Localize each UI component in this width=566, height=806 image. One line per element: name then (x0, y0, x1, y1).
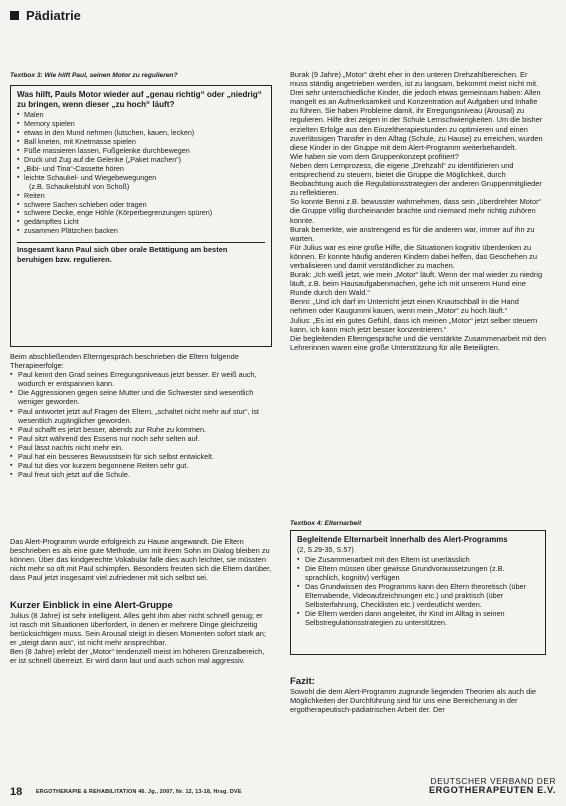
textbox-caption: Textbox 3: Wie hilft Paul, seinen Motor zu regulieren? (10, 72, 178, 79)
paragraph: Die begleitenden Elterngespräche und die verstärkte Zusammenarbeit mit den Lehrerinnen waren eine große Unterstützung für alle Beteiligten. (290, 333, 546, 352)
section-heading: Kurzer Einblick in eine Alert-Gruppe (10, 600, 173, 611)
paragraph: Burak bemerkte, wie anstrengend es für die anderen war, immer auf ihn zu warten. (290, 224, 535, 243)
parent-work-list (297, 555, 539, 628)
textbox-title: Was hilft, Pauls Motor wieder auf „genau richtig“ oder „niedrig“ zu bringen, wenn dieser „zu hoch“ läuft? (17, 90, 262, 109)
paragraph: Für Julius war es eine große Hilfe, die Situationen kognitiv überdenken zu können. Er konnte häufig anderen Kindern dabei helfen, das Geschehen zu verbalisieren und damit verständlicher zu machen. (290, 242, 537, 270)
textbox-caption: Textbox 4: Elternarbeit (290, 520, 362, 527)
list-item: ▪ schwere Decke, enge Höhle (Körperbegrenzungen spüren) (17, 209, 265, 218)
list-item: ▪ Die Zusammenarbeit mit den Eltern ist unerlässlich (297, 555, 539, 564)
section-title: Pädiatrie (26, 8, 81, 23)
list-item: ▪ gedämpftes Licht (17, 218, 265, 227)
paragraph: Burak: „Ich weiß jetzt, wie mein „Motor“ läuft. Wenn der mal wieder zu niedrig läuft, z.B. beim Hausaufgabenmachen, gehe ich mit unserem Hund eine Runde durch den Wald.“ (290, 270, 543, 298)
textbox-regulation (10, 85, 272, 347)
publisher-line-1: DEUTSCHER VERBAND DER (430, 776, 556, 786)
list-item: ▪ Paul tut dies vor kurzem begonnene Reiten sehr gut. (10, 461, 272, 470)
list-item: ▪ Druck und Zug auf die Gelenke („Paket machen“) (17, 156, 265, 165)
list-item: ▪ Malen (17, 111, 265, 120)
paragraph: Wie haben sie vom dem Gruppenkonzept profitiert? (290, 151, 459, 161)
page-number: 18 (10, 786, 23, 798)
list-item: ▪ Ball kneten, mit Knetmasse spielen (17, 138, 265, 147)
list-item: ▪ leichte Schaukel- und Wiegebewegungen (17, 174, 265, 183)
textbox-title: Begleitende Elternarbeit innerhalb des Alert-Programms (297, 535, 508, 544)
paragraph: Sowohl die dem Alert-Programm zugrunde liegenden Theorien als auch die Möglichkeiten der Durchführung sind für uns eine Bereicherung in der ergotherapeutisch-pädiatrischen Arbeit der. Der (290, 687, 536, 715)
list-item: ▪ Das Grundwissen des Programms kann den Eltern theoretisch (über Elternabende, Videoaufzeichnungen etc.) und praktisch (über Selbsterfahrung, Checklisten etc.) verdeutlicht werden. (297, 582, 539, 609)
section-header (10, 8, 81, 23)
regulation-list (17, 111, 265, 236)
section-heading: Fazit: (290, 676, 315, 687)
list-item: ▪ Die Eltern werden dann angeleitet, ihr Kind im Alltag in seinen Selbstregulationsstrategien zu unterstützen. (297, 609, 539, 627)
paragraph: Das Alert-Programm wurde erfolgreich zu Hause angewandt. Die Eltern beschrieben es als eine gute Methode, um mit ihrem Sohn im Dialog bleiben zu können. Über das kindgerechte Vokabular falle dies auch leichter, sie müssten nicht mehr so oft mit Paul schimpfen. Besonders freuten sich die Eltern darüber, dass Paul jetzt insgesamt viel zufriedener mit sich selbst sei. (10, 537, 272, 583)
list-item: ▪ Paul lässt nachts nicht mehr ein. (10, 443, 272, 452)
paragraph: So konnte Benni z.B. bewusster wahrnehmen, dass sein „überdrehter Motor“ die Gruppe völlig durcheinander brachte und niemand mehr richtig zuhören konnte. (290, 197, 542, 225)
list-item: ▪ Paul freut sich jetzt auf die Schule. (10, 470, 272, 479)
list-item: ▪ Die Eltern müssen über gewisse Grundvoraussetzungen (z.B. sprachlich, kognitiv) verfügen (297, 564, 539, 582)
list-item: ▪ schwere Sachen schieben oder tragen (17, 201, 265, 210)
paragraph: Julius: „Es ist ein gutes Gefühl, dass ich meinen „Motor“ jetzt selber steuern kann, ich kann mich jetzt besser konzentrieren.“ (290, 315, 538, 334)
therapy-results-list (10, 370, 272, 479)
list-item: ▪ Paul antwortet jetzt auf Fragen der Eltern, „schaltet nicht mehr auf stur“, ist wesentlich zugänglicher geworden. (10, 407, 272, 425)
publisher-line-2: ERGOTHERAPEUTEN E.V. (428, 785, 556, 795)
list-item: ▪ zusammen Plätzchen backen (17, 227, 265, 236)
paragraph: Benni: „Und ich darf im Unterricht jetzt einen Knautschball in die Hand nehmen oder Kaugummi kauen, wenn mein „Motor“ zu hoch läuft.“ (290, 297, 519, 316)
list-item: ▪ Die Aggressionen gegen seine Mutter und die Schwester sind wesentlich weniger geworden. (10, 388, 272, 406)
left-column-text (10, 352, 272, 479)
list-item: ▪ Reiten (17, 192, 265, 201)
paragraph: Julius (8 Jahre) ist sehr intelligent. Alles geht ihm aber nicht schnell genug; er ist rasch mit Situationen überfordert, in denen er mehrere Dinge gleichzeitig berücksichtigen muss. Sein Arousal steigt in diesen Momenten sofort stark an; er „steigt dann aus“, ist nicht mehr ansprechbar. (10, 611, 266, 648)
list-item: ▪ Paul schafft es jetzt besser, abends zur Ruhe zu kommen. (10, 425, 272, 434)
list-item: ▪ etwas in den Mund nehmen (lutschen, kauen, lecken) (17, 129, 265, 138)
list-item: ▪ Paul kennt den Grad seines Erregungsniveaus jetzt besser. Er weiß auch, wodurch er entspannen kann. (10, 370, 272, 388)
conclusion-section (290, 676, 546, 714)
list-item: ▪ Memory spielen (17, 120, 265, 129)
paragraph: Burak (9 Jahre) „Motor“ dreht eher in den unteren Drehzahlbereichen. Er muss ständig angetrieben werden, ist zu langsam, bekommt meist nicht mit. (290, 70, 539, 89)
textbox-conclusion: Insgesamt kann Paul sich über orale Betätigung am besten beruhigen bzw. regulieren. (17, 242, 265, 265)
journal-reference: ERGOTHERAPIE & REHABILITATION 46. Jg., 2007, Nr. 12, 13-18, Hrsg. DVE (36, 789, 242, 795)
paragraph: Neben dem Lernprozess, die eigene „Drehzahl“ zu identifizieren und entsprechend zu steuern, bietet die Gruppe die Möglichkeit, durch Beobachtung auch die Regulationsstrategien der anderen Gruppenmitglieder zu reflektieren. (290, 160, 542, 198)
list-item: ▪ Paul sitzt während des Essens nur noch sehr selten auf. (10, 434, 272, 443)
textbox-reference: (2, S.29-35, S.57) (297, 544, 354, 554)
section-square-icon (10, 11, 19, 20)
paragraph: Drei sehr unterschiedliche Kinder, die jedoch etwas gemeinsam haben: Allen mangelt es an Aufmerksamkeit und Konzentration auf Aufgaben und Inhalte zu führen. Sie haben Probleme damit, ihr Erregungsniveau (Arousal) zu regulieren. Hilfe drei zeigen in der Schule Lernschwierigkeiten. Um die bisher erzielten Erfolge aus den Einzeltherapiestunden zu optimieren und einen zuverlässigen Transfer in den Alltag (Schule, zu Hause) zu erreichen, wurden diese Kinder in der Gruppe mit dem Alert-Programm weiterbehandelt. (290, 88, 543, 152)
left-column-text-3 (10, 600, 272, 666)
textbox-parent-work (290, 530, 546, 655)
right-column-text (290, 70, 546, 352)
paragraph: Ben (8 Jahre) erlebt der „Motor“ tendenziell meist im höheren Grenzalbereich, er ist schnell überreizt. Er wird dann laut und auch schon mal aggressiv. (10, 647, 265, 666)
list-item: ▪ „Bibi- und Tina“-Cassette hören (17, 165, 265, 174)
list-item: ▪ Paul hat ein besseres Bewusstsein für sich selbst entwickelt. (10, 452, 272, 461)
paragraph: Beim abschließenden Elterngespräch beschrieben die Eltern folgende Therapieerfolge: (10, 352, 239, 371)
left-column-text-2 (10, 537, 272, 582)
list-item: (z.B. Schaukelstuhl von Schoß) (29, 181, 130, 191)
list-item: ▪ Füße massieren lassen, Fußgelenke durchbewegen (17, 147, 265, 156)
